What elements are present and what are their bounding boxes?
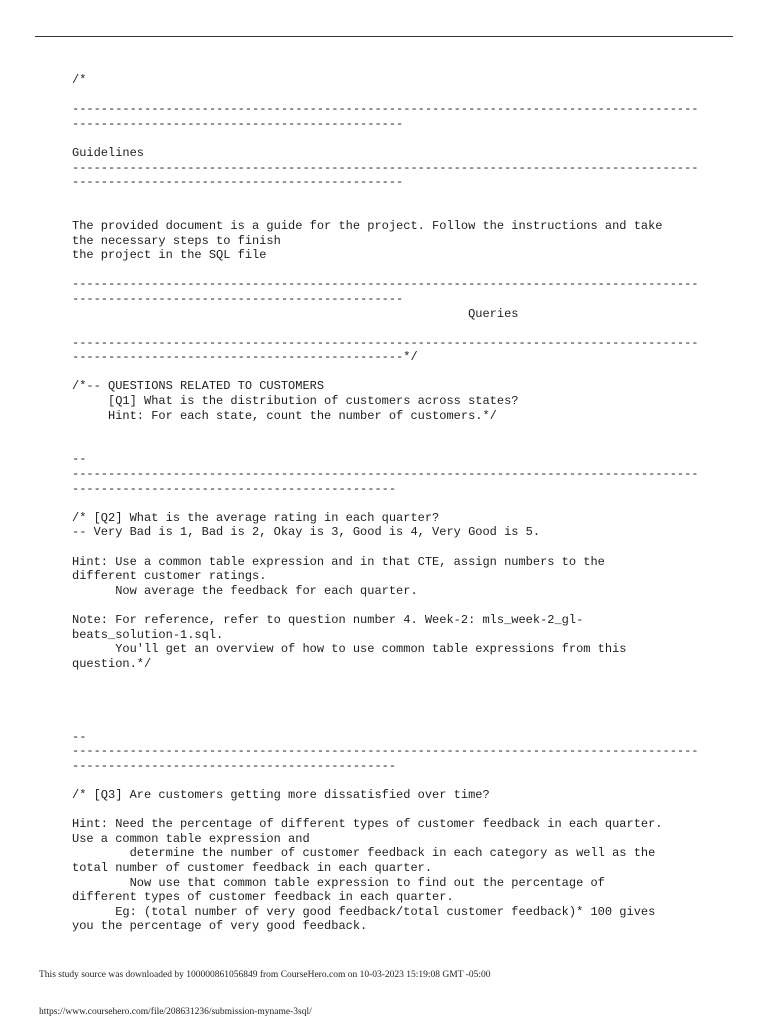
code-line: ---------------------------------------------------------------------------------------: [72, 335, 699, 350]
code-line: You'll get an overview of how to use common table expressions from this: [72, 642, 627, 657]
code-line: [72, 423, 732, 438]
code-line: /* [Q3] Are customers getting more dissatisfied over time?: [72, 788, 490, 803]
code-line: ---------------------------------------------------------------------------------------: [72, 160, 699, 175]
code-line: /*: [72, 73, 87, 87]
code-line: total number of customer feedback in each quarter.: [72, 861, 433, 876]
top-rule: [35, 36, 733, 37]
code-line: the project in the SQL file: [72, 248, 267, 263]
code-line: ---------------------------------------------------------------------------------------: [72, 277, 699, 292]
code-line: different types of customer feedback in each quarter.: [72, 890, 454, 905]
code-line: [72, 131, 732, 146]
code-line: --: [72, 729, 87, 744]
code-line: [72, 365, 732, 380]
code-line: Now use that common table expression to find out the percentage of: [72, 875, 605, 890]
code-line: Note: For reference, refer to question number 4. Week-2: mls_week-2_gl-: [72, 612, 584, 627]
code-line: [72, 438, 732, 453]
sql-document-body: [72, 73, 732, 934]
code-line: /* [Q2] What is the average rating in each quarter?: [72, 510, 440, 525]
code-line: [72, 598, 732, 613]
code-line: ---------------------------------------------------------------------------------------: [72, 744, 699, 759]
code-line: --: [72, 452, 87, 467]
code-line: ----------------------------------------------*/: [72, 350, 418, 365]
code-line: The provided document is a guide for the project. Follow the instructions and take: [72, 218, 663, 233]
code-line: [72, 803, 732, 818]
code-line: Guidelines: [72, 145, 145, 160]
code-line: Use a common table expression and: [72, 831, 310, 846]
code-line: [72, 686, 732, 701]
code-line: Hint: For each state, count the number of customers.*/: [72, 408, 497, 423]
code-line: [72, 540, 732, 555]
code-line: Hint: Use a common table expression and in that CTE, assign numbers to the: [72, 554, 605, 569]
code-line: the necessary steps to finish: [72, 233, 281, 248]
code-line: beats_solution-1.sql.: [72, 627, 224, 642]
code-line: ---------------------------------------------------------------------------------------: [72, 467, 699, 482]
code-line: Queries: [72, 306, 519, 321]
code-line: ----------------------------------------------: [72, 116, 404, 131]
code-line: [72, 321, 732, 336]
code-line: Eg: (total number of very good feedback/total customer feedback)* 100 gives: [72, 904, 656, 919]
code-line: [72, 496, 732, 511]
code-line: /*-- QUESTIONS RELATED TO CUSTOMERS: [72, 379, 325, 394]
code-line: ---------------------------------------------------------------------------------------: [72, 102, 699, 117]
code-line: Hint: Need the percentage of different types of customer feedback in each quarter.: [72, 817, 663, 832]
code-line: Now average the feedback for each quarter.: [72, 583, 418, 598]
code-line: ---------------------------------------------: [72, 481, 397, 496]
code-line: [72, 715, 732, 730]
source-url[interactable]: https://www.coursehero.com/file/208631236/submission-myname-3sql/: [39, 1007, 312, 1017]
code-line: ----------------------------------------------: [72, 291, 404, 306]
code-line: [72, 263, 732, 278]
code-line: -- Very Bad is 1, Bad is 2, Okay is 3, Good is 4, Very Good is 5.: [72, 525, 541, 540]
code-line: [72, 671, 732, 686]
code-line: ----------------------------------------------: [72, 175, 404, 190]
code-line: ---------------------------------------------: [72, 758, 397, 773]
code-line: determine the number of customer feedback in each category as well as the: [72, 846, 656, 861]
code-line: [72, 190, 732, 205]
code-line: question.*/: [72, 656, 152, 671]
code-line: different customer ratings.: [72, 569, 267, 584]
download-notice: This study source was downloaded by 100000861056849 from CourseHero.com on 10-03-2023 15:19:08 GMT -05:00: [39, 970, 491, 980]
code-line: [72, 701, 732, 716]
code-line: [72, 204, 732, 219]
code-line: you the percentage of very good feedback.: [72, 919, 368, 934]
code-line: [72, 88, 732, 103]
code-line: [72, 774, 732, 789]
code-line: [Q1] What is the distribution of customers across states?: [72, 394, 519, 409]
